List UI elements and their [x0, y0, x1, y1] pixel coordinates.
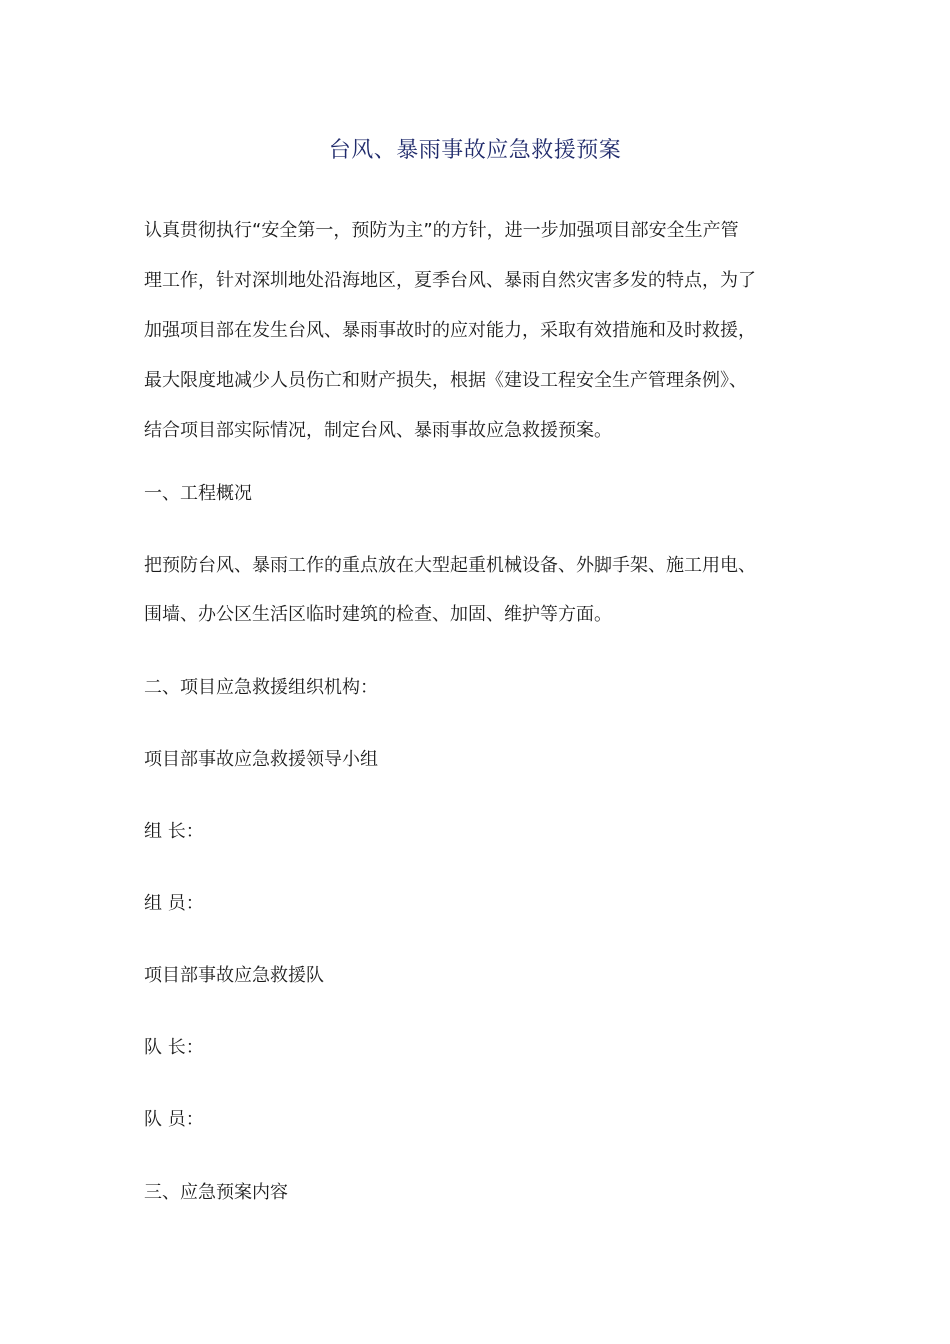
- document-title: 台风、暴雨事故应急救援预案: [328, 138, 622, 163]
- intro-line: 理工作，针对深圳地处沿海地区，夏季台风、暴雨自然灾害多发的特点，为了: [144, 270, 756, 291]
- section-heading-overview: 一、工程概况: [144, 483, 252, 504]
- team-leader-label: 队 长：: [144, 1037, 204, 1058]
- overview-line: 把预防台风、暴雨工作的重点放在大型起重机械设备、外脚手架、施工用电、: [144, 555, 756, 576]
- overview-line: 围墙、办公区生活区临时建筑的检查、加固、维护等方面。: [144, 604, 612, 625]
- intro-line: 加强项目部在发生台风、暴雨事故时的应对能力，采取有效措施和及时救援，: [144, 320, 756, 341]
- intro-line: 结合项目部实际情况，制定台风、暴雨事故应急救援预案。: [144, 420, 612, 441]
- rescue-team-label: 项目部事故应急救援队: [144, 965, 324, 986]
- section-heading-organization: 二、项目应急救援组织机构：: [144, 677, 378, 698]
- group-members-label: 组 员：: [144, 893, 204, 914]
- intro-paragraph: [144, 206, 804, 456]
- team-members-label: 队 员：: [144, 1109, 204, 1130]
- group-leader-label: 组 长：: [144, 821, 204, 842]
- leadership-group-label: 项目部事故应急救援领导小组: [144, 749, 378, 770]
- section-heading-plan-content: 三、应急预案内容: [144, 1182, 288, 1203]
- intro-line: 认真贯彻执行“安全第一，预防为主”的方针，进一步加强项目部安全生产管: [144, 220, 739, 241]
- intro-line: 最大限度地减少人员伤亡和财产损失，根据《建设工程安全生产管理条例》、: [144, 370, 747, 391]
